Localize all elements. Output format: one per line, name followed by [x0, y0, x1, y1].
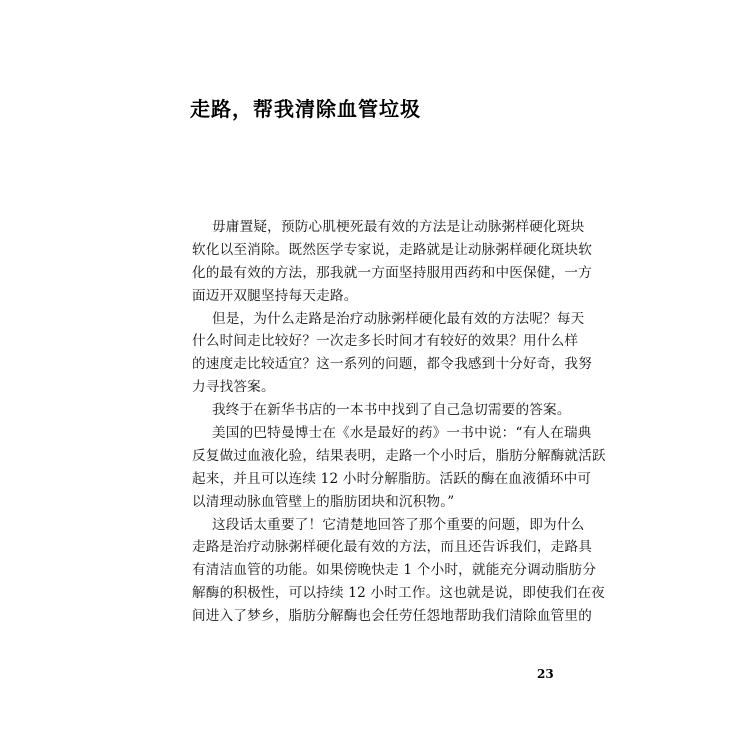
text-line: 但是，为什么走路是治疗动脉粥样硬化最有效的方法呢？每天: [212, 310, 585, 327]
paragraph: [192, 308, 593, 400]
text-line: 化的最有效的方法，那我就一方面坚持服用西药和中医保健，一方: [192, 264, 593, 281]
text-line: 力寻找答案。: [192, 379, 275, 396]
text-line: 以清理动脉血管壁上的脂肪团块和沉积物。”: [192, 493, 455, 510]
paragraph: [192, 216, 593, 308]
page-number: 23: [537, 667, 554, 681]
text-line: 解酶的积极性，可以持续 12 小时工作。这也就是说，即使我们在夜: [192, 585, 605, 602]
text-line: 这段话太重要了！它清楚地回答了那个重要的问题，即为什么: [212, 516, 585, 533]
text-line: 的速度走比较适宜？这一系列的问题，都令我感到十分好奇，我努: [192, 356, 593, 373]
paragraph: [192, 399, 571, 422]
text-line: 间进入了梦乡，脂肪分解酶也会任劳任怨地帮助我们清除血管里的: [192, 608, 593, 625]
text-line: 走路是治疗动脉粥样硬化最有效的方法，而且还告诉我们，走路具: [192, 539, 593, 556]
text-line: 毋庸置疑，预防心肌梗死最有效的方法是让动脉粥样硬化斑块: [212, 219, 585, 235]
text-line: 什么时间走比较好？一次走多长时间才有较好的效果？用什么样: [192, 333, 579, 350]
text-line: 反复做过血液化验，结果表明，走路一个小时后，脂肪分解酶就活跃: [192, 447, 606, 464]
text-line: 起来，并且可以连续 12 小时分解脂肪。活跃的酶在血液循环中可: [192, 470, 592, 487]
paragraph: [192, 514, 605, 628]
text-line: 我终于在新华书店的一本书中找到了自己急切需要的答案。: [212, 402, 571, 419]
text-line: 软化以至消除。既然医学专家说，走路就是让动脉粥样硬化斑块软: [192, 241, 593, 258]
body-text: [192, 216, 606, 628]
paragraph: [192, 422, 606, 514]
text-line: 有清洁血管的功能。如果傍晚快走 1 个小时，就能充分调动脂肪分: [192, 562, 597, 579]
text-line: 面迈开双腿坚持每天走路。: [192, 287, 358, 304]
text-line: 美国的巴特曼博士在《水是最好的药》一书中说：“有人在瑞典: [212, 425, 592, 442]
chapter-title: 走路，帮我清除血管垃圾: [190, 97, 421, 121]
